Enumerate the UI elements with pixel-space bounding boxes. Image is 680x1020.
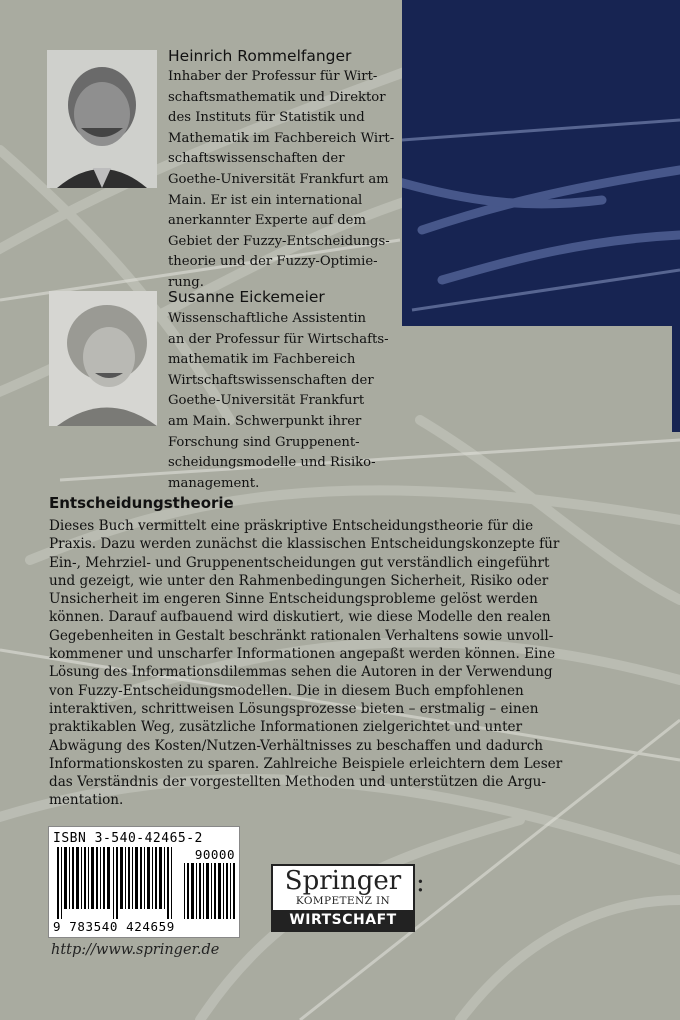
springer-wordmark: Springer	[284, 866, 402, 896]
network-image	[402, 0, 680, 326]
isbn-text: ISBN 3-540-42465-2	[53, 831, 203, 846]
publisher-url[interactable]: http://www.springer.de	[51, 942, 220, 958]
blue-panel-strip	[672, 326, 680, 432]
section-body: Dieses Buch vermittelt eine präskriptive Entscheidungstheorie für die Praxis. Dazu werden zunächst die klassischen Entscheidungskonzepte für Ein-, Mehrziel- und Gruppenentscheidungen gut verständlich eingeführt und gezeigt, wie unter den Rahmenbedingungen Sicherheit, Risiko oder Unsicherheit im engeren Sinne Entscheidungsprobleme gelöst werden können. Darauf aufbauend wird diskutiert, wie diese Modelle den realen Gegebenheiten in Gestalt beschränkt rationalen Verhaltens sowie unvoll- kommener und unscharfer Informationen angepaßt werden können. Eine Lösung des Informationsdilemmas sehen die Autoren in der Verwendung von Fuzzy-Entscheidungsmodellen. Die in diesem Buch empfohlenen interaktiven, schrittweisen Lösungsprozesse bieten – erstmalig – einen praktikablen Weg, zusätzliche Informationen zielgerichtet und unter Abwägung des Kosten/Nutzen-Verhältnisses zu beschaffen und dadurch Informationskosten zu sparen. Zahlreiche Beispiele erleichtern dem Leser das Verständnis der vorgestellten Methoden und unterstützen die Argu- mentation.	[49, 518, 563, 809]
author-portrait-rommelfanger	[47, 50, 157, 188]
ean-digits: 9 783540 424659	[53, 919, 175, 934]
author-portrait-eickemeier	[49, 291, 157, 426]
springer-colon: :	[416, 868, 425, 898]
isbn-barcode	[48, 826, 240, 938]
springer-logo	[271, 864, 415, 932]
springer-tagline-1: KOMPETENZ IN	[295, 895, 391, 907]
ean-barcode-bars	[55, 847, 181, 919]
author-name: Susanne Eickemeier	[168, 288, 325, 306]
section-title: Entscheidungstheorie	[49, 494, 234, 512]
blue-image-panel	[402, 0, 680, 326]
author-bio: Inhaber der Professur für Wirt- schaftsmathematik und Direktor des Instituts für Statistik und Mathematik im Fachbereich Wirt- schaftswissenschaften der Goethe-Universität Frankfurt am Main. Er ist ein international anerkannter Experte auf dem Gebiet der Fuzzy-Entscheidungs- theorie und der Fuzzy-Optimie- rung.	[168, 69, 395, 290]
springer-tagline-2: WIRTSCHAFT	[273, 910, 413, 930]
author-bio: Wissenschaftliche Assistentin an der Professur für Wirtschafts- mathematik im Fachbereich Wirtschaftswissenschaften der Goethe-Universität Frankfurt am Main. Schwerpunkt ihrer Forschung sind Gruppenent- scheidungsmodelle und Risiko- management.	[168, 311, 389, 491]
addon-barcode-bars	[183, 863, 237, 919]
author-name: Heinrich Rommelfanger	[168, 47, 352, 65]
addon-digits: 90000	[194, 847, 235, 862]
